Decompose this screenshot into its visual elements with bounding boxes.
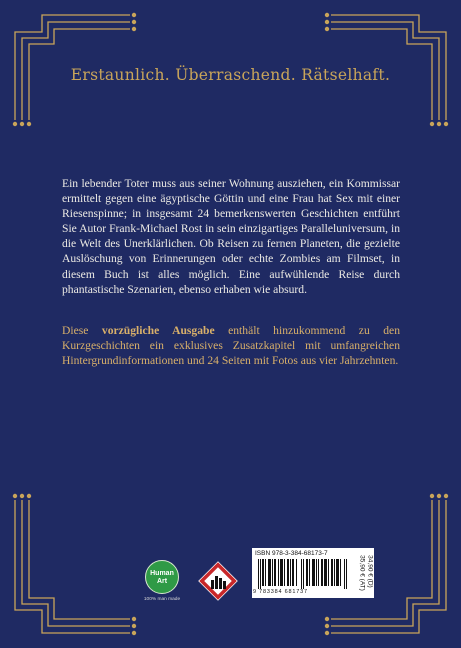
price-labels — [359, 555, 374, 591]
blurb-paragraph: Ein lebender Toter muss aus seiner Wohnung ausziehen, ein Kommissar ermittelt gegen eine ägyptische Göttin und eine Frau hat Sex mit einer Riesenspinne; in insgesamt 24 bemerkenswerten Geschichten entführt Sie Autor Frank-Michael Rost in sein einzigartiges Paralleluniversum, in die Welt des Unerklärlichen. Ob Reisen zu fernen Planeten, die gezielte Auslöschung von Erinnerungen oder echte Zombies am Filmset, in diesem Buch ist alles möglich. Eine aufwühlende Reise durch phantastische Szenarien, ebenso erhaben wie absurd. — [62, 177, 400, 296]
isbn-number: ISBN 978-3-384-68173-7 — [255, 550, 328, 557]
barcode-digits: 9 783384 681737 — [253, 589, 308, 595]
warning-sign-icon — [196, 559, 240, 603]
badge-line-2: Art — [156, 578, 168, 585]
badge-caption: 100% man made — [143, 597, 181, 602]
price-at: 35,90 € (AT) — [359, 555, 366, 591]
human-art-badge-icon — [145, 560, 179, 594]
barcode-icon — [258, 559, 350, 589]
badge-line-1: Human — [150, 570, 174, 577]
edition-text-end: enthält hinzukommend zu den Kurzgeschichten ein exklusives Zusatzkapitel mit umfangreichen Hintergrundinformationen und 24 Seiten mit Fotos aus vier Jahrzehnten. — [62, 324, 400, 368]
price-de: 34,90 € (D) — [366, 555, 374, 588]
edition-paragraph — [62, 323, 400, 368]
tagline: Erstaunlich. Überraschend. Rätselhaft. — [70, 66, 391, 84]
edition-highlight: vorzügliche Ausgabe — [101, 324, 215, 337]
edition-text-start: Diese — [62, 324, 102, 337]
